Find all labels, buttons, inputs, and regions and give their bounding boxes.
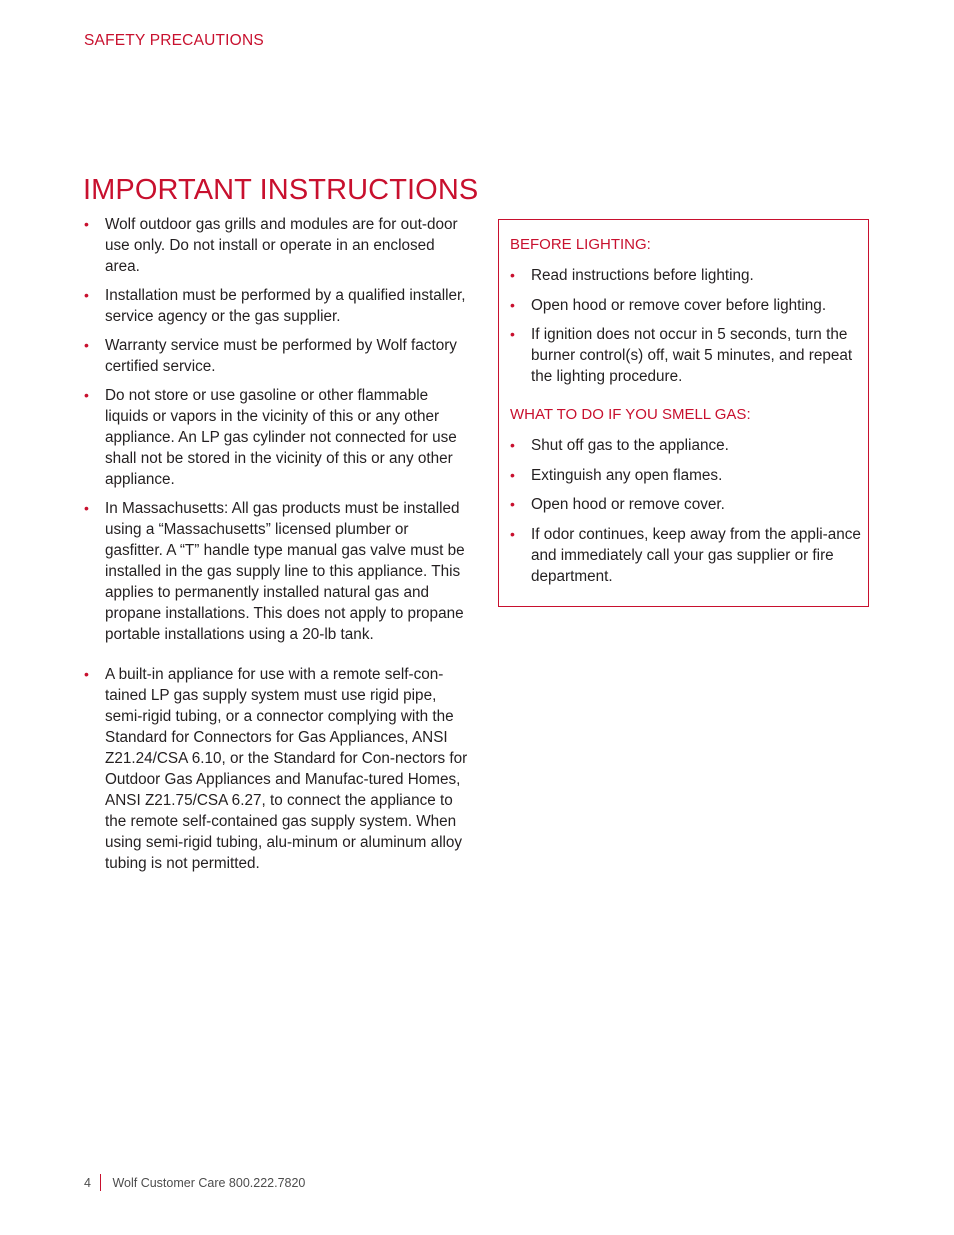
list-item-text: In Massachusetts: All gas products must be installed using a “Massachusetts” licensed plumber or gasfitter. A “T” handle type manual gas valve must be installed in the gas supply line to this appliance. This applies to permanently installed natural gas and propane installations. This does not apply to propane portable installations using a 20-lb tank. xyxy=(105,500,465,643)
bullet-icon: • xyxy=(510,496,515,512)
list-item xyxy=(84,214,468,277)
bullet-icon: • xyxy=(84,216,89,232)
list-item-text: Installation must be performed by a qualified installer, service agency or the gas supplier. xyxy=(105,287,466,325)
list-item xyxy=(84,664,468,874)
bullet-icon: • xyxy=(84,287,89,303)
list-item-text: A built-in appliance for use with a remote self-con-tained LP gas supply system must use rigid pipe, semi-rigid tubing, or a connector complying with the Standard for Connectors for Gas Appliances, ANSI Z21.24/CSA 6.10, or the Standard for Con-nectors for Outdoor Gas Appliances and Manufac-tured Homes, ANSI Z21.75/CSA 6.27, to connect the appliance to the remote self-contained gas supply system. When using semi-rigid tubing, alu-minum or aluminum alloy tubing is not permitted. xyxy=(105,666,468,872)
list-item xyxy=(510,465,862,486)
before-lighting-list xyxy=(510,265,862,396)
list-item-text: If odor continues, keep away from the appli-ance and immediately call your gas supplier or fire department. xyxy=(531,525,861,585)
list-item-text: Open hood or remove cover. xyxy=(531,496,725,513)
warning-box xyxy=(498,219,869,607)
list-item xyxy=(84,335,468,377)
list-item-text: Warranty service must be performed by Wolf factory certified service. xyxy=(105,337,457,375)
list-item xyxy=(510,435,862,456)
bullet-icon: • xyxy=(84,387,89,403)
list-item xyxy=(84,285,468,327)
smell-gas-list xyxy=(510,435,862,595)
page-number: 4 xyxy=(84,1176,91,1190)
bullet-icon: • xyxy=(510,466,515,483)
list-item-text: Do not store or use gasoline or other flammable liquids or vapors in the vicinity of this or any other appliance. An LP gas cylinder not connected for use shall not be stored in the vicinity of this or any other appliance. xyxy=(105,387,457,488)
list-item xyxy=(84,385,468,490)
footer-divider xyxy=(100,1174,102,1191)
list-item xyxy=(510,324,862,387)
bullet-icon: • xyxy=(510,326,515,342)
list-item xyxy=(510,524,862,587)
list-item-text: Read instructions before lighting. xyxy=(531,267,754,284)
bullet-icon: • xyxy=(510,525,515,542)
list-item xyxy=(84,498,468,645)
bullet-icon: • xyxy=(84,500,89,516)
list-item-text: Shut off gas to the appliance. xyxy=(531,437,729,454)
bullet-icon: • xyxy=(510,267,515,283)
list-item xyxy=(510,494,862,515)
bullet-icon: • xyxy=(510,437,515,453)
instructions-column xyxy=(84,214,468,882)
instructions-list xyxy=(84,214,468,874)
bullet-icon: • xyxy=(510,296,515,313)
list-item-text: Open hood or remove cover before lighting. xyxy=(531,296,827,314)
list-item-text: If ignition does not occur in 5 seconds, turn the burner control(s) off, wait 5 minutes, and repeat the lighting procedure. xyxy=(531,326,853,385)
list-item xyxy=(510,265,862,286)
before-lighting-heading: BEFORE LIGHTING: xyxy=(510,236,651,253)
section-label: SAFETY PRECAUTIONS xyxy=(84,32,264,49)
page-footer xyxy=(84,1174,305,1191)
bullet-icon: • xyxy=(84,666,89,682)
list-item xyxy=(510,295,862,316)
list-item-text: Extinguish any open flames. xyxy=(531,466,723,484)
footer-text: Wolf Customer Care 800.222.7820 xyxy=(112,1176,306,1190)
list-item-text: Wolf outdoor gas grills and modules are for out-door use only. Do not install or operate in an enclosed area. xyxy=(105,216,458,275)
smell-gas-heading: WHAT TO DO IF YOU SMELL GAS: xyxy=(510,406,751,423)
bullet-icon: • xyxy=(84,337,89,353)
page-title: IMPORTANT INSTRUCTIONS xyxy=(83,174,479,206)
